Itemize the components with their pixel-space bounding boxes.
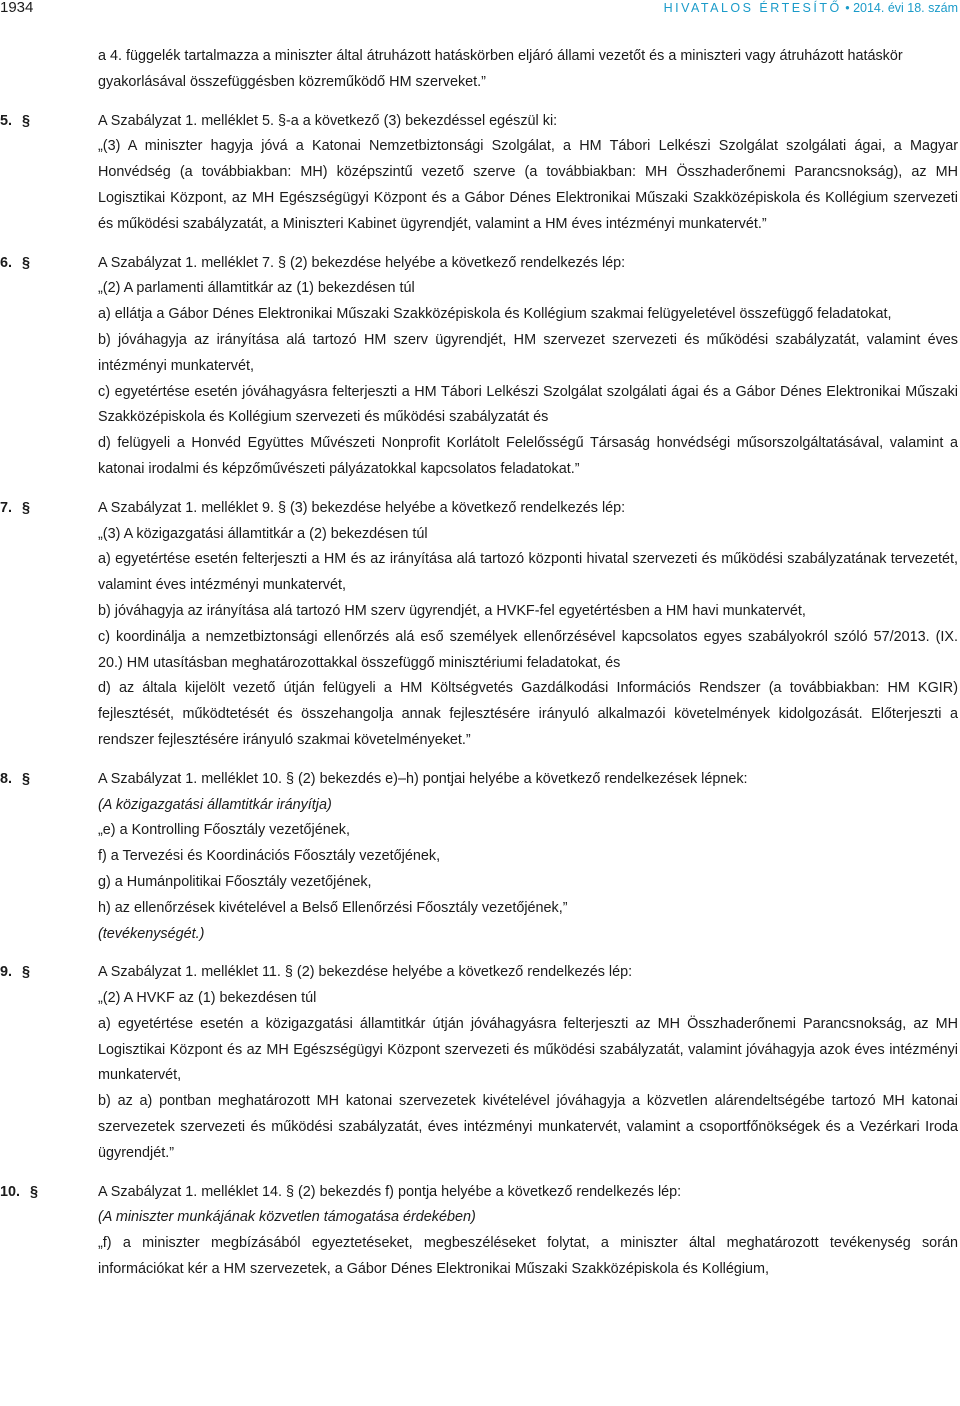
section-mark: § xyxy=(22,499,31,516)
journal-title xyxy=(664,0,958,16)
section-paragraph: c) koordinálja a nemzetbiztonsági ellenőrzés alá eső személyek ellenőrzésével kapcsolatos egyes szabályokról szóló 57/2013. (IX. 20.) HM utasításban meghatározottakkal összefüggő minisztériumi feladatokat, és xyxy=(98,628,958,671)
section-paragraph: „(3) A miniszter hagyja jóvá a Katonai Nemzetbiztonsági Szolgálat, a HM Tábori Lelkészi Szolgálat szolgálati ágai, a Magyar Honvédség (a továbbiakban: MH) középszintű vezető szerve (a továbbiakban: MH Összhaderőnemi Parancsnokság), az MH Logisztikai Központ, az MH Egészségügyi Központ és a Gábor Dénes Elektronikai Műszaki Szakközépiskola és Kollégium szervezeti és működési szabályzatát, a Miniszteri Kabinet ügyrendjét, valamint a HM éves intézményi munkatervét.” xyxy=(98,138,958,232)
section-paragraph: c) egyetértése esetén jóváhagyásra felterjeszti a HM Tábori Lelkészi Szolgálat szolgálati ágai és a Gábor Dénes Elektronikai Műszaki Szakközépiskola és Kollégium szervezeti és működési szabályzatát és xyxy=(98,383,958,426)
section-paragraph: A Szabályzat 1. melléklet 7. § (2) bekezdése helyébe a következő rendelkezés lép: xyxy=(98,254,626,271)
section xyxy=(0,1180,960,1283)
section-body xyxy=(98,960,958,1166)
section-mark: § xyxy=(30,1183,39,1200)
section xyxy=(0,109,960,238)
section-paragraph: b) az a) pontban meghatározott MH katonai szervezetek kivételével jóváhagyja a közvetlen alárendeltségébe tartozó MH katonai szervezetek szervezeti és működési szabályzatát, éves intézményi munkatervét, valamint a csoportfőnökségek és a Vezérkari Iroda ügyrendjét.” xyxy=(98,1093,958,1161)
section-paragraph: A Szabályzat 1. melléklet 10. § (2) bekezdés e)–h) pontjai helyébe a következő rendelkezések lépnek: xyxy=(98,770,748,787)
section xyxy=(0,496,960,754)
section-paragraph: a) ellátja a Gábor Dénes Elektronikai Műszaki Szakközépiskola és Kollégium szakmai felügyeletével összefüggő feladatokat, xyxy=(98,306,892,323)
section-body xyxy=(98,1180,958,1283)
page-number: 1934 xyxy=(0,0,34,16)
section-body xyxy=(98,767,958,948)
section-paragraph: (tevékenységét.) xyxy=(98,925,205,942)
intro-paragraph xyxy=(98,44,958,96)
section-paragraph: (A miniszter munkájának közvetlen támogatása érdekében) xyxy=(98,1209,476,1226)
section-body xyxy=(98,251,958,483)
section-mark: § xyxy=(22,770,31,787)
section-mark: § xyxy=(22,254,31,271)
section-paragraph: „(2) A HVKF az (1) bekezdésen túl xyxy=(98,990,317,1007)
section-number: 9. xyxy=(0,964,13,981)
journal-name: HIVATALOS ÉRTESÍTŐ xyxy=(663,1,842,15)
page-header xyxy=(0,0,960,22)
section-paragraph: A Szabályzat 1. melléklet 5. §-a a következő (3) bekezdéssel egészül ki: xyxy=(98,112,558,129)
section-paragraph: A Szabályzat 1. melléklet 14. § (2) bekezdés f) pontja helyébe a következő rendelkezés lép: xyxy=(98,1183,682,1200)
section-paragraph: „(2) A parlamenti államtitkár az (1) bekezdésen túl xyxy=(98,280,415,297)
section-paragraph: d) az általa kijelölt vezető útján felügyeli a HM Költségvetés Gazdálkodási Információs Rendszer (a továbbiakban: HM KGIR) fejlesztését, működtetését és összehangolja annak fejlesztésére irányuló alkalmazói követelmények kidolgozását. Előterjeszti a rendszer fejlesztésére irányuló szakmai követelményeket.” xyxy=(98,680,958,748)
section-number: 7. xyxy=(0,499,13,516)
section-paragraph: „f) a miniszter megbízásából egyeztetéseket, megbeszéléseket folytat, a miniszter által meghatározott tevékenység során információkat kér a HM szervezetek, a Gábor Dénes Elektronikai Műszaki Szakközépiskola és Kollégium, xyxy=(98,1235,958,1278)
section-paragraph: A Szabályzat 1. melléklet 9. § (3) bekezdése helyébe a következő rendelkezés lép: xyxy=(98,499,626,516)
section-paragraph: d) felügyeli a Honvéd Együttes Művészeti Nonprofit Korlátolt Felelősségű Társaság honvédségi műsorszolgáltatásával, valamint a katonai irodalmi és képzőművészeti pályázatokkal kapcsolatos feladatokat.” xyxy=(98,435,958,477)
section-number: 5. xyxy=(0,112,13,129)
bullet: • xyxy=(845,1,850,15)
section-body xyxy=(98,496,958,754)
intro-text: a 4. függelék tartalmazza a miniszter által átruházott hatáskörben eljáró állami vezetőt és a miniszteri vagy átruházott hatáskör gyakorlásával összefüggésben közreműködő HM szerveket.” xyxy=(98,48,903,90)
section-paragraph: f) a Tervezési és Koordinációs Főosztály vezetőjének, xyxy=(98,848,441,865)
document-body xyxy=(0,40,960,1283)
section xyxy=(0,767,960,948)
section-paragraph: g) a Humánpolitikai Főosztály vezetőjének, xyxy=(98,873,372,890)
section-number: 8. xyxy=(0,770,13,787)
section-paragraph: „(3) A közigazgatási államtitkár a (2) bekezdésen túl xyxy=(98,525,428,542)
section-paragraph: A Szabályzat 1. melléklet 11. § (2) bekezdése helyébe a következő rendelkezés lép: xyxy=(98,964,633,981)
section xyxy=(0,251,960,483)
section-paragraph: b) jóváhagyja az irányítása alá tartozó HM szerv ügyrendjét, HM szervezet szervezeti és működési szabályzatát, valamint éves intézményi munkatervét, xyxy=(98,331,958,374)
issue-label: 2014. évi 18. szám xyxy=(853,1,958,15)
section-paragraph: a) egyetértése esetén felterjeszti a HM és az irányítása alá tartozó központi hivatal szervezeti és működési szabályzatának tervezetét, valamint éves intézményi munkatervét, xyxy=(98,551,958,594)
section-mark: § xyxy=(22,112,31,129)
section-number: 6. xyxy=(0,254,13,271)
section-paragraph: b) jóváhagyja az irányítása alá tartozó HM szerv ügyrendjét, a HVKF-fel egyetértésben a HM havi munkatervét, xyxy=(98,602,806,619)
section-number: 10. xyxy=(0,1183,21,1200)
sections xyxy=(0,109,960,1283)
section-paragraph: h) az ellenőrzések kivételével a Belső Ellenőrzési Főosztály vezetőjének,” xyxy=(98,899,568,916)
section xyxy=(0,960,960,1166)
section-paragraph: a) egyetértése esetén a közigazgatási államtitkár útján jóváhagyásra felterjeszti az MH Összhaderőnemi Parancsnokság, az MH Logisztikai Központ és az MH Egészségügyi Központ szervezeti és működési szabályzatát, valamint jóváhagyja azok éves intézményi munkatervét, xyxy=(98,1015,958,1084)
section-mark: § xyxy=(22,964,31,981)
section-paragraph: (A közigazgatási államtitkár irányítja) xyxy=(98,796,332,813)
section-paragraph: „e) a Kontrolling Főosztály vezetőjének, xyxy=(98,822,350,839)
section-body xyxy=(98,109,958,238)
